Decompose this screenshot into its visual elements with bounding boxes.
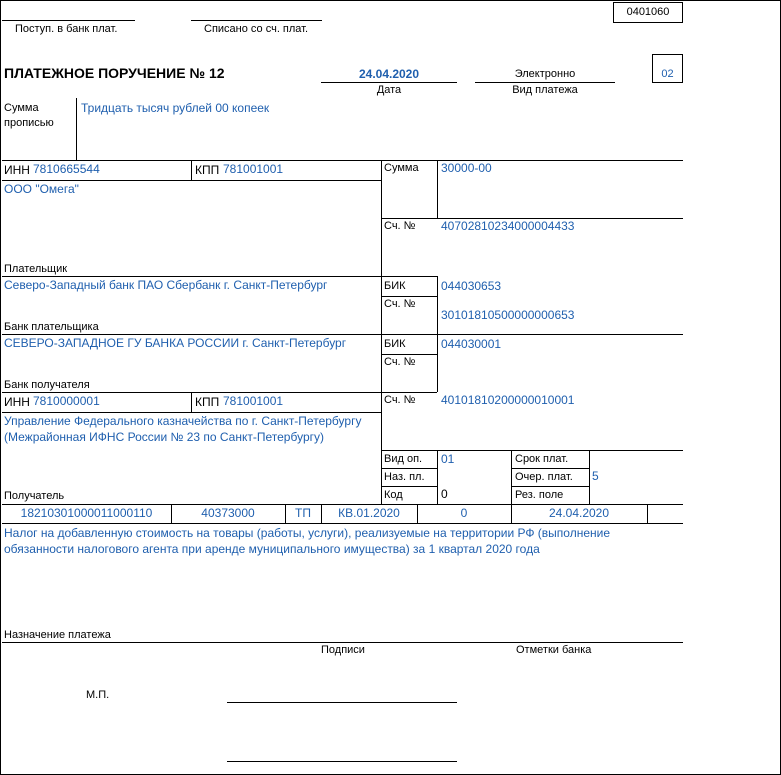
tax-doc-date: 24.04.2020 — [548, 506, 610, 520]
tax-doc-number: 0 — [460, 506, 468, 520]
grid-line — [437, 160, 438, 218]
op-type-label: Вид оп. — [384, 453, 423, 465]
payer-corr-account: 30101810500000000653 — [441, 308, 575, 322]
payer-role-label: Плательщик — [4, 263, 68, 275]
payee-bank-label: Банк получателя — [4, 379, 90, 391]
payer-bank-label: Банк плательщика — [4, 321, 99, 333]
grid-line — [647, 504, 648, 523]
debited-line — [191, 20, 322, 21]
amount-value: 30000-00 — [441, 161, 492, 175]
purpose-code-label: Наз. пл. — [384, 471, 425, 483]
grid-line — [2, 160, 683, 161]
purpose-line2: обязанности налогового агента при аренде муниципального имущества) за 1 квартал 2020 года — [4, 542, 540, 556]
payer-corr-label: Сч. № — [384, 298, 416, 310]
payment-type-label: Вид платежа — [512, 84, 578, 96]
form-code: 0401060 — [626, 6, 670, 18]
amount-words-divider — [76, 98, 77, 160]
grid-line — [2, 504, 683, 505]
grid-line — [437, 450, 438, 504]
payment-type-value: Электронно — [514, 68, 576, 80]
grid-line — [2, 412, 381, 413]
payer-inn-label: ИНН — [4, 163, 30, 177]
purpose-label: Назначение платежа — [4, 629, 111, 641]
grid-line — [381, 486, 437, 487]
reserve-label: Рез. поле — [515, 489, 564, 501]
payee-account-label: Сч. № — [384, 394, 416, 406]
payee-bank-name: СЕВЕРО-ЗАПАДНОЕ ГУ БАНКА РОССИИ г. Санкт-Петербург — [4, 336, 347, 350]
status-code: 02 — [661, 68, 674, 80]
grid-line — [381, 354, 437, 355]
amount-words-label-1: Сумма — [4, 102, 39, 114]
payee-account: 40101810200000010001 — [441, 393, 575, 407]
amount-words-value: Тридцать тысяч рублей 00 копеек — [81, 101, 270, 115]
payer-bik: 044030653 — [441, 279, 502, 293]
tax-period: КВ.01.2020 — [338, 506, 400, 520]
purpose-line1: Налог на добавленную стоимость на товары (работы, услуги), реализуемые на территории РФ (выполнение — [4, 526, 611, 540]
amount-label: Сумма — [384, 162, 419, 174]
signature-line-2 — [227, 761, 457, 762]
date-label: Дата — [376, 84, 402, 96]
deadline-label: Срок плат. — [515, 453, 569, 465]
grid-line — [381, 468, 437, 469]
grid-line — [2, 180, 381, 181]
payee-name-line2: (Межрайонная ИФНС России № 23 по Санкт-Петербургу) — [4, 430, 324, 444]
grid-line — [437, 276, 438, 334]
payer-inn: 7810665544 — [33, 162, 100, 176]
signatures-label: Подписи — [321, 644, 365, 656]
payee-kpp-label: КПП — [195, 395, 220, 409]
grid-line — [2, 392, 437, 393]
payee-role-label: Получатель — [4, 490, 65, 502]
bank-marks-label: Отметки банка — [516, 644, 592, 656]
payee-inn-label: ИНН — [4, 395, 30, 409]
payer-kpp: 781001001 — [223, 162, 284, 176]
payer-name: ООО "Омега" — [4, 182, 79, 196]
payer-account: 40702810234000004433 — [441, 219, 575, 233]
payee-kpp: 781001001 — [223, 394, 284, 408]
tax-oktmo: 40373000 — [201, 506, 255, 520]
date-value: 24.04.2020 — [358, 67, 420, 81]
grid-line — [2, 642, 683, 643]
tax-kbk: 18210301000011000110 — [20, 506, 153, 520]
stamp-label: М.П. — [86, 689, 110, 701]
payment-type-line — [475, 82, 615, 83]
priority-label: Очер. плат. — [515, 471, 573, 483]
payer-bik-label: БИК — [384, 280, 406, 292]
payee-corr-label: Сч. № — [384, 356, 416, 368]
code-value: 0 — [441, 487, 448, 501]
payee-bik-label: БИК — [384, 338, 406, 350]
payee-inn: 7810000001 — [33, 394, 100, 408]
grid-line — [437, 334, 438, 392]
payer-account-label: Сч. № — [384, 220, 416, 232]
tax-basis: ТП — [295, 506, 311, 520]
grid-line — [511, 486, 589, 487]
grid-line — [381, 450, 683, 451]
payee-name-line1: Управление Федерального казначейства по г. Санкт-Петербургу — [4, 414, 362, 428]
grid-line — [2, 276, 437, 277]
received-label: Поступ. в банк плат. — [15, 23, 118, 35]
grid-line — [589, 450, 590, 504]
grid-line — [511, 450, 512, 504]
signature-line-1 — [227, 702, 457, 703]
payer-bank-name: Северо-Западный банк ПАО Сбербанк г. Санкт-Петербург — [4, 278, 328, 292]
received-line — [2, 20, 135, 21]
amount-words-label-2: прописью — [4, 117, 54, 129]
grid-line — [2, 334, 683, 335]
grid-line — [191, 392, 192, 412]
grid-line — [511, 468, 589, 469]
debited-label: Списано со сч. плат. — [204, 23, 309, 35]
page-title: ПЛАТЕЖНОЕ ПОРУЧЕНИЕ № 12 — [4, 65, 225, 81]
grid-line — [2, 523, 683, 524]
op-type: 01 — [441, 452, 455, 466]
grid-line — [381, 160, 382, 504]
priority-value: 5 — [592, 469, 599, 483]
grid-line — [381, 296, 437, 297]
date-line — [321, 82, 457, 83]
code-label: Код — [384, 489, 403, 501]
grid-line — [191, 160, 192, 180]
payee-bik: 044030001 — [441, 337, 502, 351]
payer-kpp-label: КПП — [195, 163, 220, 177]
